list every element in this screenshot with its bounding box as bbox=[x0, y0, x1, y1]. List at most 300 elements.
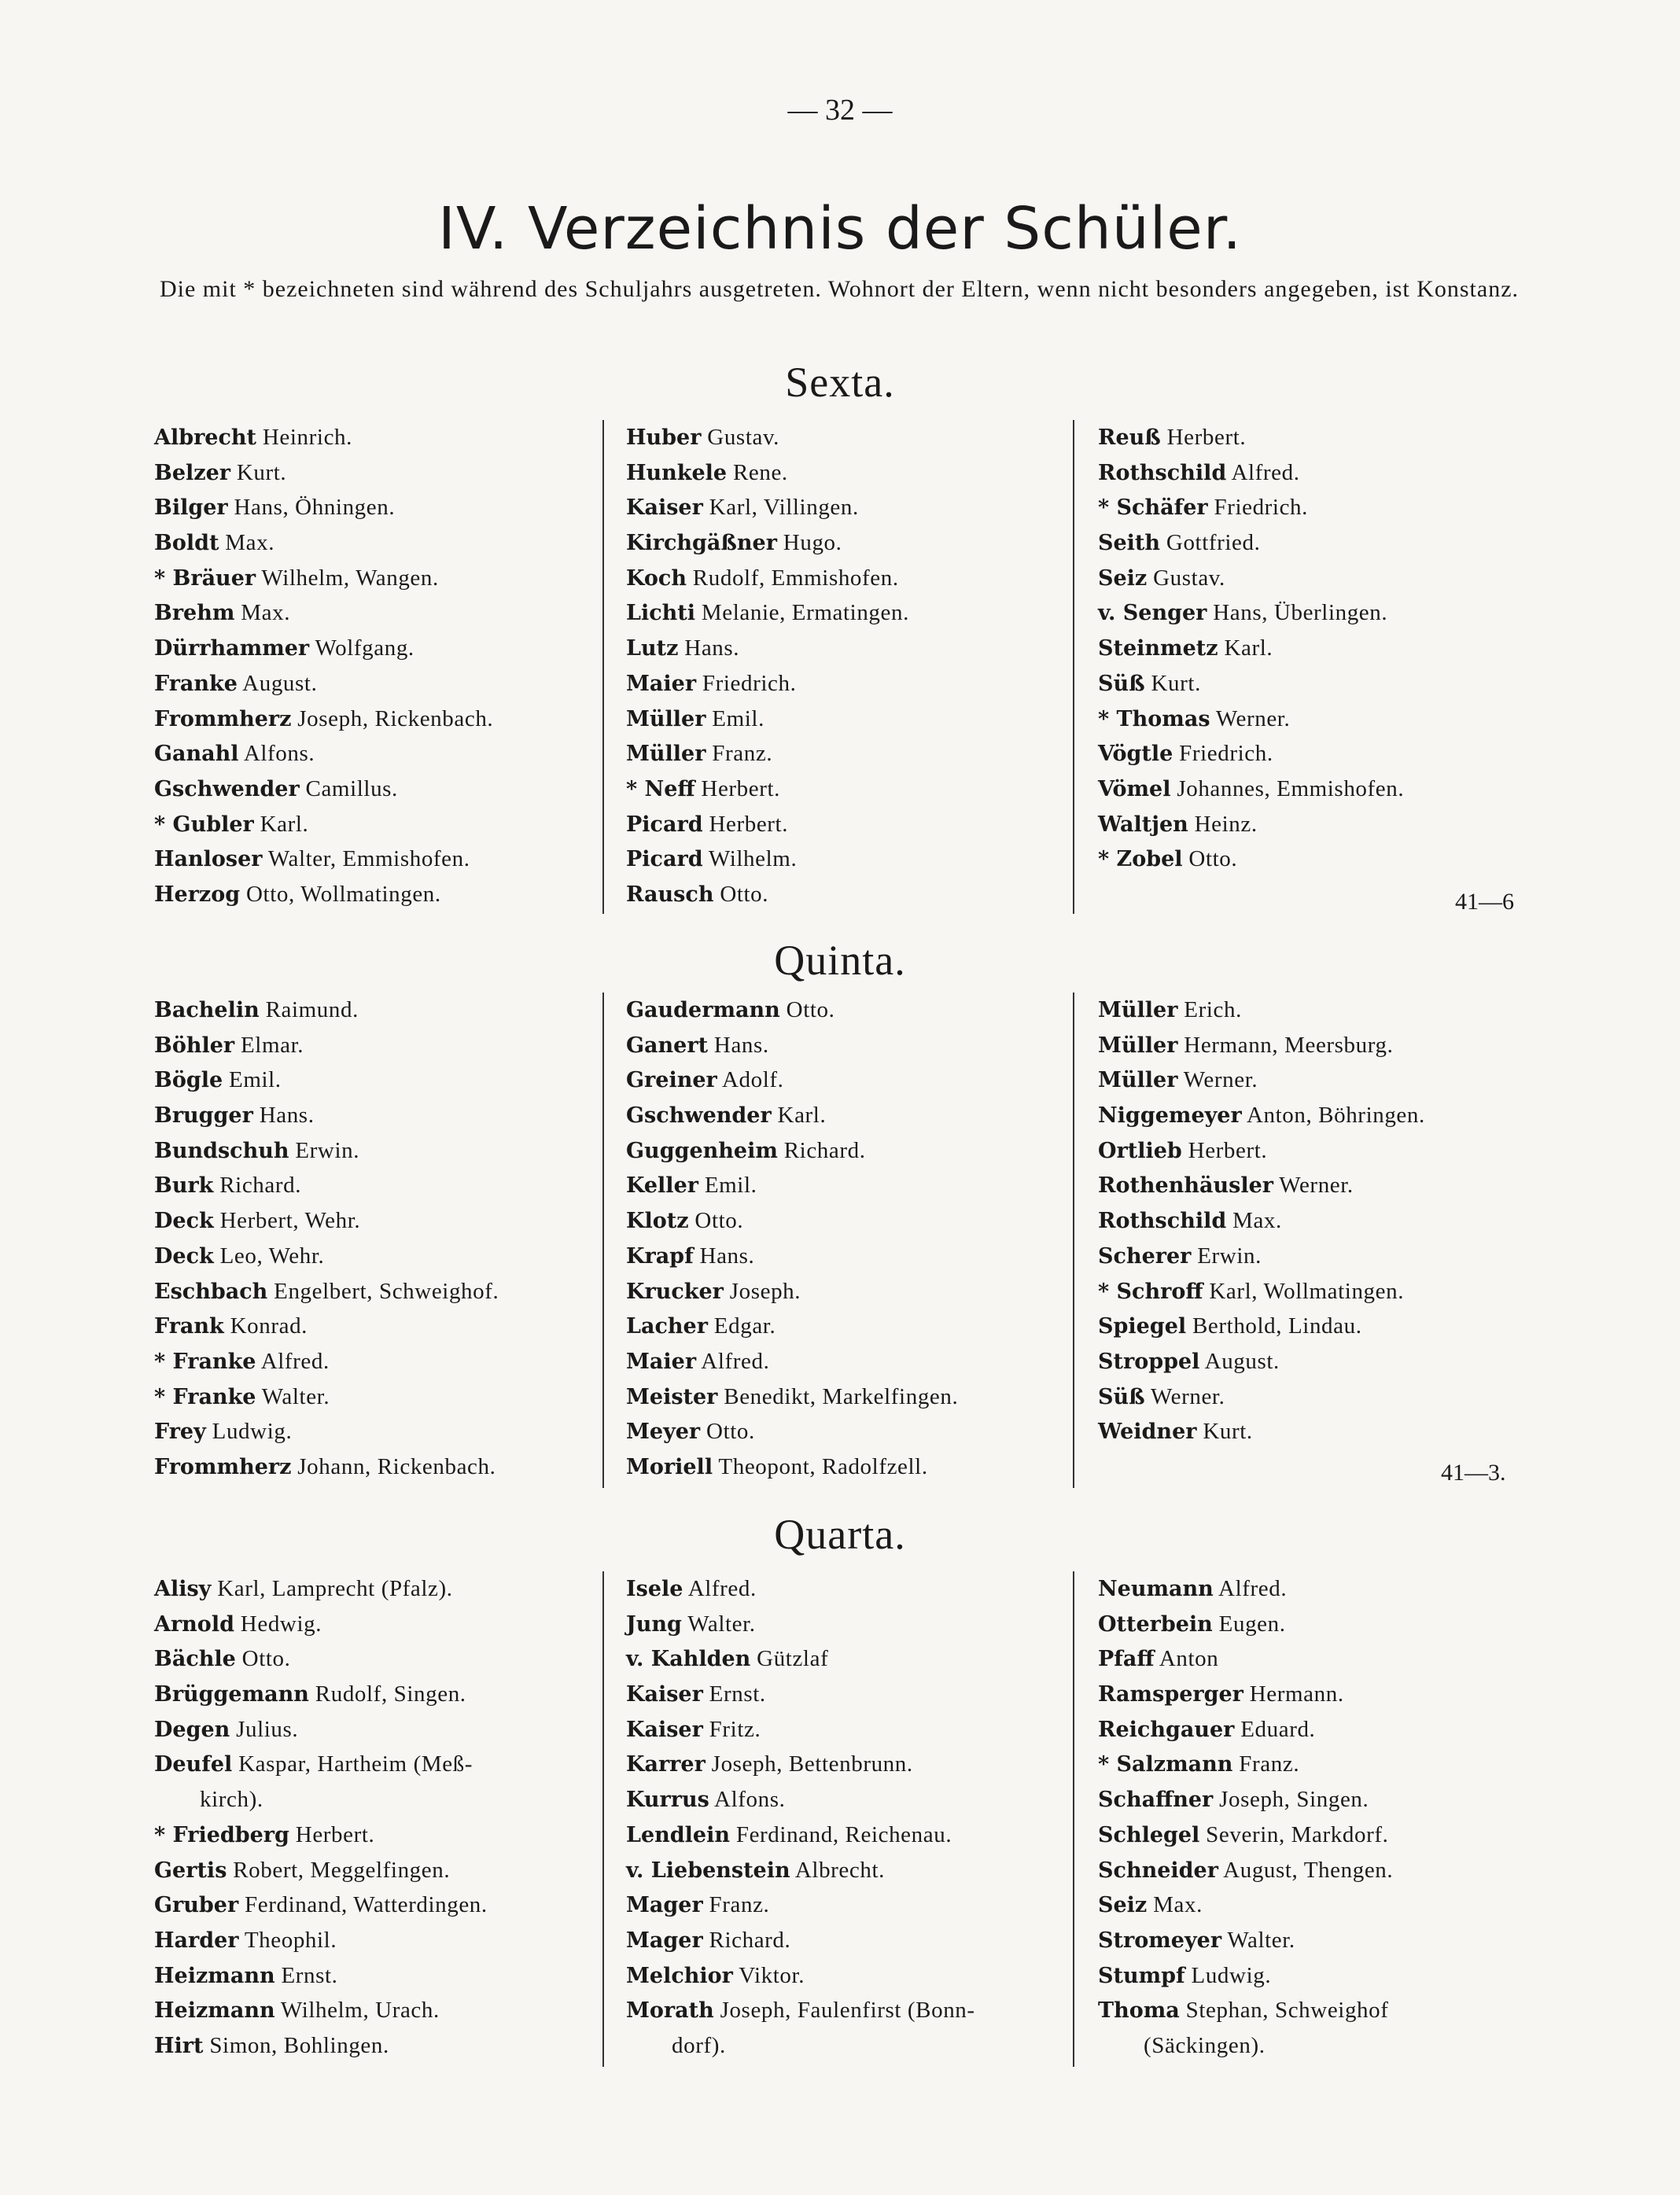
student-entry bbox=[626, 1607, 1082, 1642]
student-entry bbox=[1098, 1344, 1526, 1379]
student-details: Max. bbox=[1226, 1208, 1282, 1234]
student-entry bbox=[626, 993, 1082, 1028]
student-details: Karl, Villingen. bbox=[702, 495, 859, 521]
student-surname: Lutz bbox=[626, 636, 679, 661]
student-details: Alfons. bbox=[709, 1787, 786, 1813]
student-entry bbox=[626, 490, 1082, 525]
student-surname: Picard bbox=[626, 812, 703, 837]
student-entry bbox=[1098, 736, 1526, 772]
student-surname: Brüggemann bbox=[154, 1682, 309, 1707]
student-details: Hans, Überlingen. bbox=[1207, 600, 1388, 626]
student-surname: Maier bbox=[626, 1349, 697, 1374]
student-entry bbox=[154, 455, 595, 491]
student-entry bbox=[154, 1782, 595, 1818]
student-details: Ludwig. bbox=[1184, 1962, 1272, 1988]
column-3 bbox=[1098, 420, 1526, 877]
student-entry bbox=[626, 1414, 1082, 1449]
student-surname: * Franke bbox=[154, 1349, 256, 1374]
student-entry bbox=[154, 1309, 595, 1344]
student-entry bbox=[626, 1853, 1082, 1888]
student-surname: Boldt bbox=[154, 531, 219, 556]
student-entry bbox=[154, 595, 595, 631]
column-1 bbox=[154, 1571, 595, 2064]
student-entry bbox=[154, 772, 595, 807]
student-details: Werner. bbox=[1144, 1383, 1225, 1409]
student-surname: Krapf bbox=[626, 1243, 694, 1269]
student-details: Rudolf, Emmishofen. bbox=[686, 565, 899, 591]
student-surname: Seiz bbox=[1098, 1893, 1148, 1918]
student-surname: Huber bbox=[626, 425, 702, 450]
student-surname: Vögtle bbox=[1098, 742, 1173, 767]
student-surname: Meister bbox=[626, 1384, 718, 1409]
student-entry bbox=[154, 561, 595, 596]
page-title: IV. Verzeichnis der Schüler. bbox=[438, 195, 1242, 263]
student-details: Kurt. bbox=[1144, 670, 1201, 696]
student-details: Leo, Wehr. bbox=[213, 1243, 325, 1269]
student-surname: Böhler bbox=[154, 1033, 235, 1058]
student-surname: Heizmann bbox=[154, 1963, 275, 1988]
student-surname: Stroppel bbox=[1098, 1349, 1200, 1374]
student-details: Adolf. bbox=[717, 1067, 784, 1093]
student-surname: Müller bbox=[1098, 1033, 1178, 1058]
student-details: Alfons. bbox=[238, 741, 315, 767]
student-details: August. bbox=[237, 670, 318, 696]
student-entry bbox=[154, 1168, 595, 1203]
student-surname: Reuß bbox=[1098, 425, 1161, 450]
student-surname: * Schroff bbox=[1098, 1279, 1203, 1304]
student-entry bbox=[154, 1641, 595, 1677]
student-details: Richard. bbox=[213, 1173, 302, 1199]
student-details: Herbert. bbox=[702, 811, 789, 837]
student-details: Hugo. bbox=[776, 530, 842, 556]
student-surname: Lacher bbox=[626, 1314, 708, 1339]
student-entry bbox=[1098, 1168, 1526, 1203]
student-details: Herbert. bbox=[289, 1821, 375, 1847]
student-surname: * Thomas bbox=[1098, 706, 1210, 731]
student-details: Joseph. bbox=[723, 1278, 801, 1304]
student-details: Friedrich. bbox=[1207, 495, 1309, 521]
student-surname: Hirt bbox=[154, 2033, 204, 2058]
student-entry bbox=[626, 1133, 1082, 1169]
student-details: Karl. bbox=[771, 1103, 827, 1129]
student-surname: Meyer bbox=[626, 1420, 701, 1445]
student-surname: Gaudermann bbox=[626, 998, 780, 1022]
student-surname: Kaiser bbox=[626, 1717, 703, 1742]
student-details: Karl, Wollmatingen. bbox=[1203, 1278, 1405, 1304]
student-details: Alfred. bbox=[256, 1348, 330, 1374]
student-details: Anton bbox=[1154, 1646, 1219, 1672]
student-entry bbox=[1098, 1309, 1526, 1344]
student-entry bbox=[154, 490, 595, 525]
student-details: Joseph, Singen. bbox=[1213, 1787, 1369, 1813]
student-details: August. bbox=[1199, 1348, 1280, 1374]
student-details: Otto. bbox=[713, 881, 769, 907]
student-details: kirch). bbox=[200, 1787, 263, 1813]
column-divider bbox=[1073, 420, 1074, 914]
student-details: Johann, Rickenbach. bbox=[291, 1453, 496, 1479]
student-surname: Schneider bbox=[1098, 1858, 1218, 1883]
student-entry bbox=[1098, 1414, 1526, 1449]
student-details: Karl. bbox=[1218, 635, 1273, 661]
student-entry bbox=[154, 420, 595, 455]
student-surname: v. Senger bbox=[1098, 601, 1207, 626]
student-entry bbox=[626, 420, 1082, 455]
student-surname: Frommherz bbox=[154, 1454, 292, 1479]
student-surname: Dürrhammer bbox=[154, 636, 310, 661]
student-surname: Frank bbox=[154, 1314, 224, 1339]
student-details: Joseph, Rickenbach. bbox=[291, 705, 494, 731]
student-details: Wilhelm, Wangen. bbox=[256, 565, 439, 591]
student-entry bbox=[154, 1607, 595, 1642]
student-details: Werner. bbox=[1210, 705, 1291, 731]
student-surname: Deck bbox=[154, 1209, 214, 1234]
section-heading-sexta: Sexta. bbox=[785, 359, 895, 406]
student-details: Walter. bbox=[1221, 1927, 1295, 1953]
student-surname: Rothschild bbox=[1098, 1209, 1227, 1234]
student-entry bbox=[626, 1168, 1082, 1203]
student-entry bbox=[154, 842, 595, 877]
student-details: Fritz. bbox=[702, 1716, 761, 1742]
student-entry bbox=[154, 736, 595, 772]
student-details: Gustav. bbox=[701, 425, 780, 450]
student-surname: Picard bbox=[626, 847, 703, 872]
student-entry bbox=[1098, 666, 1526, 702]
student-surname: Alisy bbox=[154, 1577, 212, 1601]
student-surname: Albrecht bbox=[154, 425, 257, 450]
student-entry bbox=[626, 1063, 1082, 1098]
student-entry bbox=[626, 1712, 1082, 1748]
student-surname: Kurrus bbox=[626, 1788, 709, 1813]
student-entry bbox=[154, 1344, 595, 1379]
column-divider bbox=[1073, 1571, 1074, 2067]
student-surname: Seith bbox=[1098, 531, 1161, 556]
student-surname: Müller bbox=[626, 742, 706, 767]
column-divider bbox=[602, 1571, 604, 2067]
student-surname: * Schäfer bbox=[1098, 495, 1208, 521]
column-2 bbox=[626, 1571, 1082, 2064]
student-surname: Scherer bbox=[1098, 1243, 1192, 1269]
student-surname: Mager bbox=[626, 1893, 703, 1918]
student-entry bbox=[1098, 993, 1526, 1028]
student-surname: Greiner bbox=[626, 1068, 717, 1093]
student-entry bbox=[1098, 702, 1526, 737]
student-surname: Müller bbox=[1098, 998, 1178, 1022]
student-entry bbox=[626, 666, 1082, 702]
student-entry bbox=[626, 1203, 1082, 1239]
student-surname: Heizmann bbox=[154, 1998, 275, 2024]
student-entry bbox=[1098, 1993, 1526, 2028]
student-surname: Bögle bbox=[154, 1068, 223, 1093]
student-entry bbox=[154, 807, 595, 842]
student-surname: v. Liebenstein bbox=[626, 1858, 790, 1883]
student-surname: Ganert bbox=[626, 1033, 709, 1058]
student-entry bbox=[1098, 1853, 1526, 1888]
student-surname: Guggenheim bbox=[626, 1138, 778, 1163]
student-surname: * Salzmann bbox=[1098, 1752, 1233, 1777]
student-entry bbox=[1098, 595, 1526, 631]
student-details: Max. bbox=[234, 600, 291, 626]
student-surname: Ganahl bbox=[154, 742, 239, 767]
student-details: Herbert. bbox=[694, 775, 781, 801]
student-surname: Gschwender bbox=[626, 1103, 772, 1129]
student-details: Rene. bbox=[727, 459, 788, 485]
student-surname: * Zobel bbox=[1098, 847, 1183, 872]
student-surname: Bilger bbox=[154, 495, 228, 521]
student-entry bbox=[1098, 1641, 1526, 1677]
student-surname: Burk bbox=[154, 1173, 214, 1199]
student-surname: Lichti bbox=[626, 601, 696, 626]
column-3 bbox=[1098, 1571, 1526, 2064]
student-details: Robert, Meggelfingen. bbox=[227, 1857, 451, 1883]
student-details: August, Thengen. bbox=[1218, 1857, 1394, 1883]
student-surname: Klotz bbox=[626, 1209, 689, 1234]
student-entry bbox=[154, 1133, 595, 1169]
student-surname: Stumpf bbox=[1098, 1963, 1185, 1988]
student-entry bbox=[626, 736, 1082, 772]
student-details: Berthold, Lindau. bbox=[1186, 1313, 1362, 1339]
student-details: Wilhelm, Urach. bbox=[274, 1998, 440, 2024]
student-details: Kurt. bbox=[1196, 1419, 1253, 1445]
student-details: Kaspar, Hartheim (Meß- bbox=[232, 1751, 473, 1777]
student-entry bbox=[626, 702, 1082, 737]
student-surname: Arnold bbox=[154, 1611, 234, 1637]
student-details: Emil. bbox=[223, 1067, 282, 1093]
student-entry bbox=[626, 1274, 1082, 1309]
student-details: Wolfgang. bbox=[309, 635, 414, 661]
column-2 bbox=[626, 420, 1082, 912]
student-details: Ferdinand, Watterdingen. bbox=[238, 1892, 488, 1918]
student-entry bbox=[1098, 1923, 1526, 1958]
student-entry bbox=[1098, 1607, 1526, 1642]
student-entry bbox=[626, 1993, 1082, 2028]
student-surname: Vömel bbox=[1098, 776, 1171, 801]
student-details: Friedrich. bbox=[696, 670, 797, 696]
student-surname: v. Kahlden bbox=[626, 1647, 751, 1672]
student-entry bbox=[154, 1747, 595, 1782]
student-entry bbox=[1098, 1782, 1526, 1818]
intro-note: Die mit * bezeichneten sind während des Schuljahrs ausgetreten. Wohnort der Eltern, wenn nicht besonders angegeben, ist Konstanz. bbox=[159, 276, 1520, 302]
student-surname: Maier bbox=[626, 671, 697, 696]
student-surname: Eschbach bbox=[154, 1279, 268, 1304]
student-details: Walter. bbox=[256, 1383, 330, 1409]
column-2 bbox=[626, 993, 1082, 1485]
student-entry bbox=[154, 1853, 595, 1888]
student-entry bbox=[626, 1747, 1082, 1782]
student-details: Alfred. bbox=[683, 1576, 757, 1601]
student-surname: Kaiser bbox=[626, 495, 703, 521]
student-details: Walter. bbox=[681, 1611, 756, 1637]
student-details: Theophil. bbox=[238, 1927, 337, 1953]
student-surname: Brugger bbox=[154, 1103, 253, 1129]
student-details: Eugen. bbox=[1212, 1611, 1286, 1637]
student-details: Joseph, Faulenfirst (Bonn- bbox=[713, 1998, 975, 2024]
student-details: Erwin. bbox=[289, 1137, 360, 1163]
student-surname: Krucker bbox=[626, 1279, 724, 1304]
student-details: Gottfried. bbox=[1160, 530, 1261, 556]
column-divider bbox=[602, 993, 604, 1488]
student-details: Hans. bbox=[708, 1032, 769, 1058]
page-number: — 32 — bbox=[787, 94, 893, 127]
student-details: Julius. bbox=[230, 1716, 299, 1742]
student-surname: Seiz bbox=[1098, 565, 1148, 591]
student-surname: Gschwender bbox=[154, 776, 300, 801]
student-surname: Brehm bbox=[154, 601, 235, 626]
student-details: Otto. bbox=[779, 997, 835, 1022]
student-entry bbox=[154, 1239, 595, 1274]
student-surname: Morath bbox=[626, 1998, 714, 2024]
student-details: Johannes, Emmishofen. bbox=[1170, 775, 1405, 801]
student-entry bbox=[626, 1449, 1082, 1485]
student-entry bbox=[1098, 1887, 1526, 1923]
student-surname: Degen bbox=[154, 1717, 230, 1742]
student-surname: Süß bbox=[1098, 671, 1145, 696]
student-surname: Lendlein bbox=[626, 1822, 730, 1847]
student-entry bbox=[626, 1641, 1082, 1677]
student-entry bbox=[1098, 420, 1526, 455]
student-details: Ernst. bbox=[274, 1962, 338, 1988]
student-entry bbox=[1098, 1379, 1526, 1415]
student-entry bbox=[626, 631, 1082, 666]
student-details: Wilhelm. bbox=[702, 846, 798, 872]
student-entry bbox=[1098, 842, 1526, 877]
student-surname: Kaiser bbox=[626, 1682, 703, 1707]
student-details: Herbert, Wehr. bbox=[213, 1208, 361, 1234]
student-details: Hans. bbox=[678, 635, 740, 661]
student-surname: Isele bbox=[626, 1577, 683, 1601]
student-entry bbox=[626, 1677, 1082, 1712]
student-details: Alfred. bbox=[1213, 1576, 1288, 1601]
student-surname: Moriell bbox=[626, 1454, 713, 1479]
student-surname: Neumann bbox=[1098, 1577, 1214, 1601]
student-surname: Deufel bbox=[154, 1752, 233, 1777]
student-entry bbox=[1098, 631, 1526, 666]
student-details: Konrad. bbox=[223, 1313, 308, 1339]
student-entry bbox=[154, 1028, 595, 1063]
student-details: Severin, Markdorf. bbox=[1199, 1821, 1389, 1847]
student-entry bbox=[1098, 1133, 1526, 1169]
student-details: Hans, Öhningen. bbox=[227, 495, 396, 521]
student-entry bbox=[154, 877, 595, 912]
student-details: Werner. bbox=[1177, 1067, 1258, 1093]
student-surname: Kirchgäßner bbox=[626, 531, 777, 556]
student-entry bbox=[626, 1028, 1082, 1063]
student-entry bbox=[626, 1818, 1082, 1853]
student-surname: Franke bbox=[154, 671, 238, 696]
student-details: Karl, Lamprecht (Pfalz). bbox=[211, 1576, 453, 1601]
student-details: Ernst. bbox=[702, 1681, 766, 1707]
student-details: Albrecht. bbox=[790, 1857, 885, 1883]
student-surname: Hanloser bbox=[154, 847, 263, 872]
student-entry bbox=[154, 1712, 595, 1748]
student-details: Raimund. bbox=[259, 997, 359, 1022]
student-details: Viktor. bbox=[732, 1962, 805, 1988]
student-details: Emil. bbox=[706, 705, 764, 731]
student-entry bbox=[626, 561, 1082, 596]
student-surname: * Gubler bbox=[154, 812, 254, 837]
student-details: Ferdinand, Reichenau. bbox=[730, 1821, 952, 1847]
student-entry bbox=[1098, 455, 1526, 491]
student-entry bbox=[626, 525, 1082, 561]
student-details: Anton, Böhringen. bbox=[1241, 1103, 1425, 1129]
student-entry bbox=[154, 666, 595, 702]
student-entry bbox=[626, 1309, 1082, 1344]
student-details: Joseph, Bettenbrunn. bbox=[705, 1751, 913, 1777]
student-entry bbox=[626, 1239, 1082, 1274]
student-surname: Karrer bbox=[626, 1752, 706, 1777]
student-entry bbox=[1098, 1098, 1526, 1133]
student-surname: * Bräuer bbox=[154, 565, 256, 591]
student-details: Otto. bbox=[1182, 846, 1238, 872]
student-surname: Otterbein bbox=[1098, 1611, 1213, 1637]
student-entry bbox=[154, 1449, 595, 1485]
student-details: Simon, Bohlingen. bbox=[203, 2032, 389, 2058]
student-entry bbox=[1098, 1274, 1526, 1309]
column-divider bbox=[1073, 993, 1074, 1488]
student-details: Hermann, Meersburg. bbox=[1177, 1032, 1394, 1058]
student-surname: Steinmetz bbox=[1098, 636, 1218, 661]
student-details: Ludwig. bbox=[205, 1419, 293, 1445]
student-entry bbox=[626, 1344, 1082, 1379]
student-entry bbox=[1098, 772, 1526, 807]
section-quarta bbox=[154, 1571, 1526, 2067]
student-entry bbox=[154, 1274, 595, 1309]
student-entry bbox=[154, 1203, 595, 1239]
student-entry bbox=[626, 772, 1082, 807]
student-details: Hermann. bbox=[1243, 1681, 1344, 1707]
student-entry bbox=[1098, 1747, 1526, 1782]
student-details: Herbert. bbox=[1181, 1137, 1268, 1163]
student-surname: Melchior bbox=[626, 1963, 733, 1988]
student-details: Richard. bbox=[702, 1927, 791, 1953]
student-details: Gützlaf bbox=[750, 1646, 829, 1672]
student-surname: Rausch bbox=[626, 882, 714, 907]
student-entry bbox=[626, 1379, 1082, 1415]
student-details: Max. bbox=[219, 530, 275, 556]
student-details: Richard. bbox=[777, 1137, 866, 1163]
student-surname: Thoma bbox=[1098, 1998, 1180, 2024]
column-1 bbox=[154, 993, 595, 1485]
student-entry bbox=[1098, 807, 1526, 842]
student-entry bbox=[1098, 525, 1526, 561]
column-divider bbox=[602, 420, 604, 914]
student-details: Franz. bbox=[706, 741, 773, 767]
section-quinta bbox=[154, 993, 1526, 1488]
student-details: Engelbert, Schweighof. bbox=[267, 1278, 499, 1304]
student-entry bbox=[154, 702, 595, 737]
student-entry bbox=[154, 1958, 595, 1994]
student-details: Erwin. bbox=[1191, 1243, 1262, 1269]
student-entry bbox=[626, 1958, 1082, 1994]
student-entry bbox=[626, 595, 1082, 631]
student-entry bbox=[1098, 1712, 1526, 1748]
student-entry bbox=[154, 525, 595, 561]
student-details: Edgar. bbox=[707, 1313, 776, 1339]
section-sexta bbox=[154, 420, 1526, 915]
student-entry bbox=[1098, 2028, 1526, 2064]
section-heading-quarta: Quarta. bbox=[774, 1511, 906, 1558]
student-details: Alfred. bbox=[696, 1348, 770, 1374]
student-surname: Ramsperger bbox=[1098, 1682, 1243, 1707]
section-heading-quinta: Quinta. bbox=[774, 937, 906, 984]
student-entry bbox=[1098, 1677, 1526, 1712]
student-details: Kurt. bbox=[230, 459, 287, 485]
student-surname: Süß bbox=[1098, 1384, 1145, 1409]
student-entry bbox=[626, 455, 1082, 491]
student-surname: Keller bbox=[626, 1173, 698, 1199]
column-1 bbox=[154, 420, 595, 912]
student-details: Heinz. bbox=[1188, 811, 1258, 837]
student-entry bbox=[626, 1782, 1082, 1818]
